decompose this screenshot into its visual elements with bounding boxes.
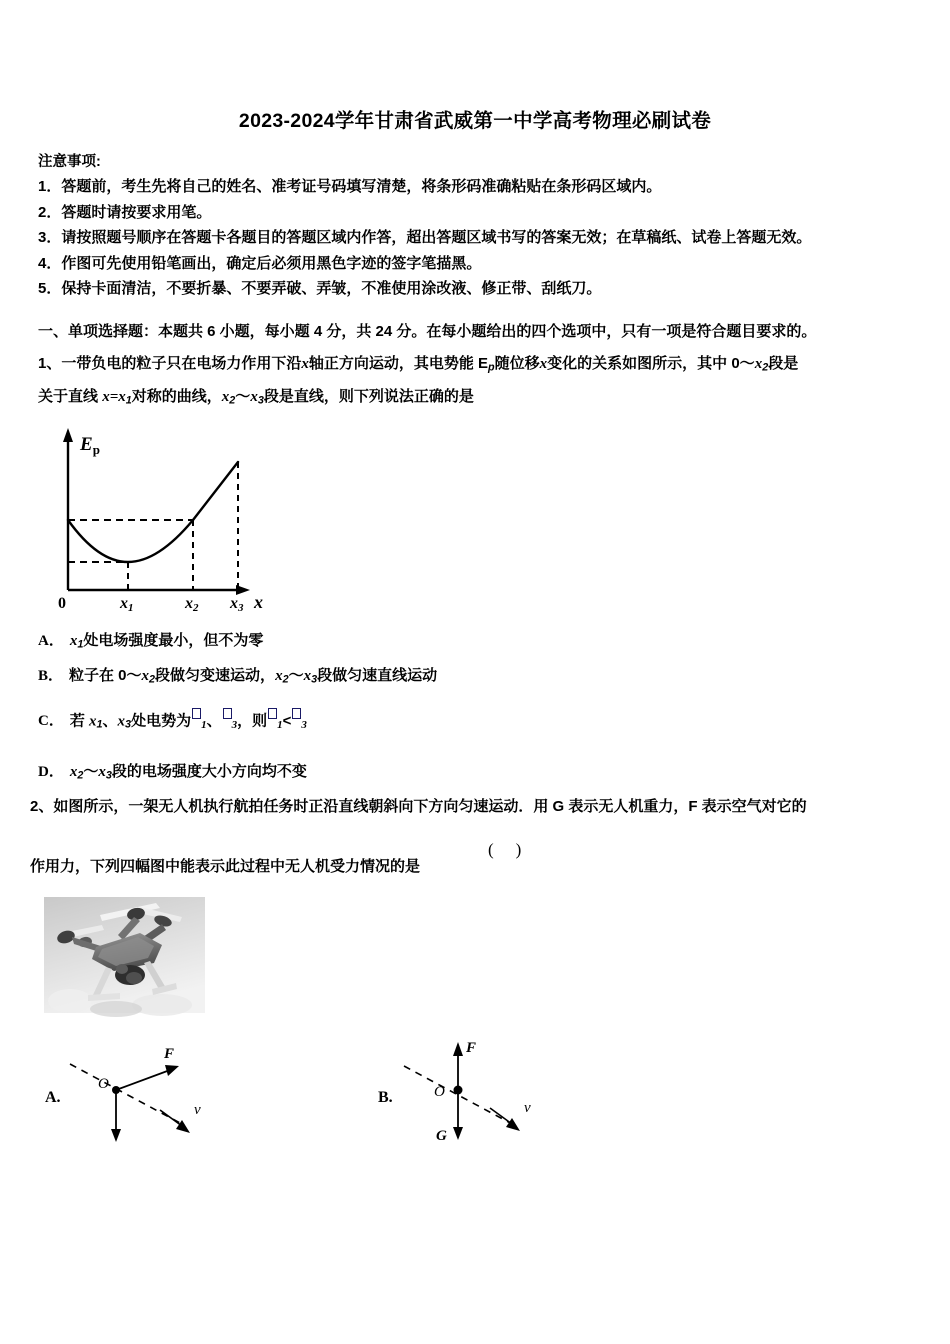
option-b-sub-1: 2 [149,673,156,686]
option-c-text-a: 若 [69,712,90,730]
paren-open: ( [488,840,516,859]
drone-photo-svg [44,897,205,1013]
question-1-number: 1、 [38,355,62,372]
force-vector-f-arrowhead [165,1065,179,1076]
force-diagram-b-svg [372,1032,622,1157]
option-c-var-2: x [117,713,126,730]
option-b-var-3: x [303,668,312,684]
notice-item: 2．答题时请按要求用笔。 [38,203,212,221]
option-c-phi-sub-1: 1 [201,719,207,732]
q1-var-x-b: x [539,356,548,372]
option-c-sep-1: 、 [102,712,118,730]
option-c-sub-2: 3 [125,718,132,731]
force-vector-f-arrowhead [453,1042,463,1056]
question-2-stem-line-2: 作用力，下列四幅图中能表示此过程中无人机受力情况的是 [30,858,421,875]
option-b-text-b: 段做匀变速运动， [155,667,276,684]
q1l2-var-x2: x [221,389,230,405]
question-1-option-c[interactable] [38,708,307,731]
option-c-phi-sub-2: 3 [231,719,238,732]
origin-label-o: O [98,1076,109,1092]
question-1-option-b[interactable] [38,664,437,685]
q1-var-x2: x [754,356,763,372]
q1l2-sub-2: 2 [229,394,236,407]
tick-label-0: 0 [58,595,66,612]
q1-text-d: 变化的关系如图所示，其中 0～ [547,355,755,372]
q1l2-tilde: ～ [235,388,251,405]
option-c-sep-2: 、 [206,712,222,730]
option-b-tilde: ～ [288,667,304,684]
ground-highlight [132,994,192,1016]
option-b-label: B． [38,668,64,684]
tick-label-x2: x2 [185,595,199,614]
force-diagram-a-svg [42,1032,292,1157]
option-c-lt: < [282,712,292,730]
section-header: 一、单项选择题：本题共 6 小题，每小题 4 分，共 24 分。在每小题给出的四个选项中，只有一项是符合题目要求的。 [38,323,817,340]
q1-text-b: 轴正方向运动，其电势能 E [308,355,489,372]
option-d-text: 段的电场强度大小方向均不变 [111,763,307,780]
q1-var-x-a: x [301,356,309,372]
q1l2-text-b: 对称的曲线， [131,388,222,405]
q1l2-text-a: 关于直线 [38,388,99,405]
tick-label-x1: x1 [120,595,134,614]
option-a-label: A． [38,633,64,649]
missing-glyph-box-icon [192,708,201,719]
option-c-var-1: x [89,713,97,730]
force-vector-f [116,1070,170,1090]
ep-x-chart-svg [42,420,272,614]
option-d-label: D． [38,764,64,780]
option-d-sub-1: 2 [77,769,84,782]
question-1-option-d[interactable] [38,760,307,781]
option-b-sub-2: 2 [282,673,289,686]
question-2-stem-line-1: 2、如图所示，一架无人机执行航拍任务时正沿直线朝斜向下方向匀速运动．用 G 表示无人机重力，F 表示空气对它的 [30,798,807,815]
option-d-sub-2: 3 [105,769,112,782]
diagram-a-label: A. [45,1089,61,1106]
label-g: G [436,1128,447,1144]
label-f: F [466,1040,477,1056]
q1l2-var-x3: x [250,389,258,405]
q1-text-a: 一带负电的粒子只在电场力作用下沿 [61,355,302,372]
label-v: v [194,1102,201,1118]
q1-text-c: 随位移 [494,355,540,372]
option-b-sub-3: 3 [311,673,318,686]
gimbal-mount [116,964,128,974]
origin-point [112,1086,120,1094]
option-d-var-1: x [69,764,78,780]
option-b-text-a: 粒子在 0～ [69,667,142,684]
drone-photo [44,897,205,1013]
option-a-sub: 1 [77,638,84,651]
q1l2-sub-3: 3 [257,394,264,407]
notice-item: 5．保持卡面清洁，不要折暴、不要弄破、弄皱，不准使用涂改液、修正带、刮纸刀。 [38,280,602,297]
curve-linear-segment [193,462,238,520]
option-d-var-2: x [98,764,106,780]
q1l2-eq: x=x [102,389,126,405]
option-c-phi-sub-4: 3 [301,719,307,732]
question-1-stem-line-2 [38,385,943,406]
notice-item: 3．请按照题号顺序在答题卡各题目的答题区域内作答，超出答题区域书写的答案无效；在草稿纸、试卷上答题无效。 [38,229,812,246]
velocity-vector [160,1110,182,1126]
option-b-text-c: 段做匀速直线运动 [317,667,438,684]
tick-label-x3: x3 [230,595,244,614]
question-1-stem-line-1 [38,352,943,373]
figure-ep-vs-x [42,420,272,614]
option-c-text-c: ，则 [237,712,268,730]
origin-label-o: O [434,1084,445,1100]
notice-section [38,152,928,302]
trajectory-dashed-line [70,1064,182,1124]
notice-item: 1．答题前，考生先将自己的姓名、准考证号码填写清楚，将条形码准确粘贴在条形码区域内。 [38,178,662,195]
page-title: 2023-2024学年甘肃省武威第一中学高考物理必刷试卷 [238,110,712,132]
option-c-sub-1: 1 [96,718,103,731]
q1-text-e: 段是 [768,355,799,372]
option-b-var-2: x [275,668,283,684]
weight-vector-g-arrowhead [453,1127,463,1140]
missing-glyph-box-icon [223,708,232,719]
ground-shadow [90,1001,142,1017]
option-c-phi-sub-3: 1 [277,719,283,732]
option-c-text-b: 处电势为 [131,712,192,730]
paren-close: ) [515,840,544,859]
weight-vector-arrowhead [111,1129,121,1142]
velocity-vector [490,1108,512,1124]
q1-sub-p: p [488,361,495,374]
missing-glyph-box-icon [292,708,301,719]
missing-glyph-box-icon [268,708,277,719]
label-v: v [524,1100,531,1116]
origin-point [454,1086,463,1095]
option-a-text: 处电场强度最小，但不为零 [83,632,264,649]
curve-parabolic-segment [68,520,193,562]
force-diagram-b[interactable] [372,1032,622,1157]
notice-item: 4．作图可先使用铅笔画出，确定后必须用黑色字迹的签字笔描黑。 [38,254,482,272]
x-axis-label: x [254,592,263,612]
ground-highlight [48,989,92,1013]
q1l2-sub-1: 1 [125,394,132,407]
question-1-option-a[interactable] [38,629,263,650]
q1-sub-2: 2 [762,361,769,374]
y-axis-arrowhead [63,428,73,442]
label-f: F [164,1046,175,1062]
force-diagram-a[interactable] [42,1032,292,1157]
option-d-tilde: ～ [83,763,99,780]
answer-blank-parentheses[interactable] [488,840,543,860]
q1l2-text-c: 段是直线，则下列说法正确的是 [263,388,474,405]
camera-lens [126,972,142,984]
velocity-vector-arrowhead [506,1118,520,1131]
notice-heading: 注意事项: [38,154,101,170]
y-axis-label: $E_p$ [80,434,100,457]
diagram-b-label: B. [378,1089,393,1106]
option-c-label: C． [38,713,64,730]
option-b-var-1: x [141,668,150,684]
option-a-var: x [69,633,78,649]
